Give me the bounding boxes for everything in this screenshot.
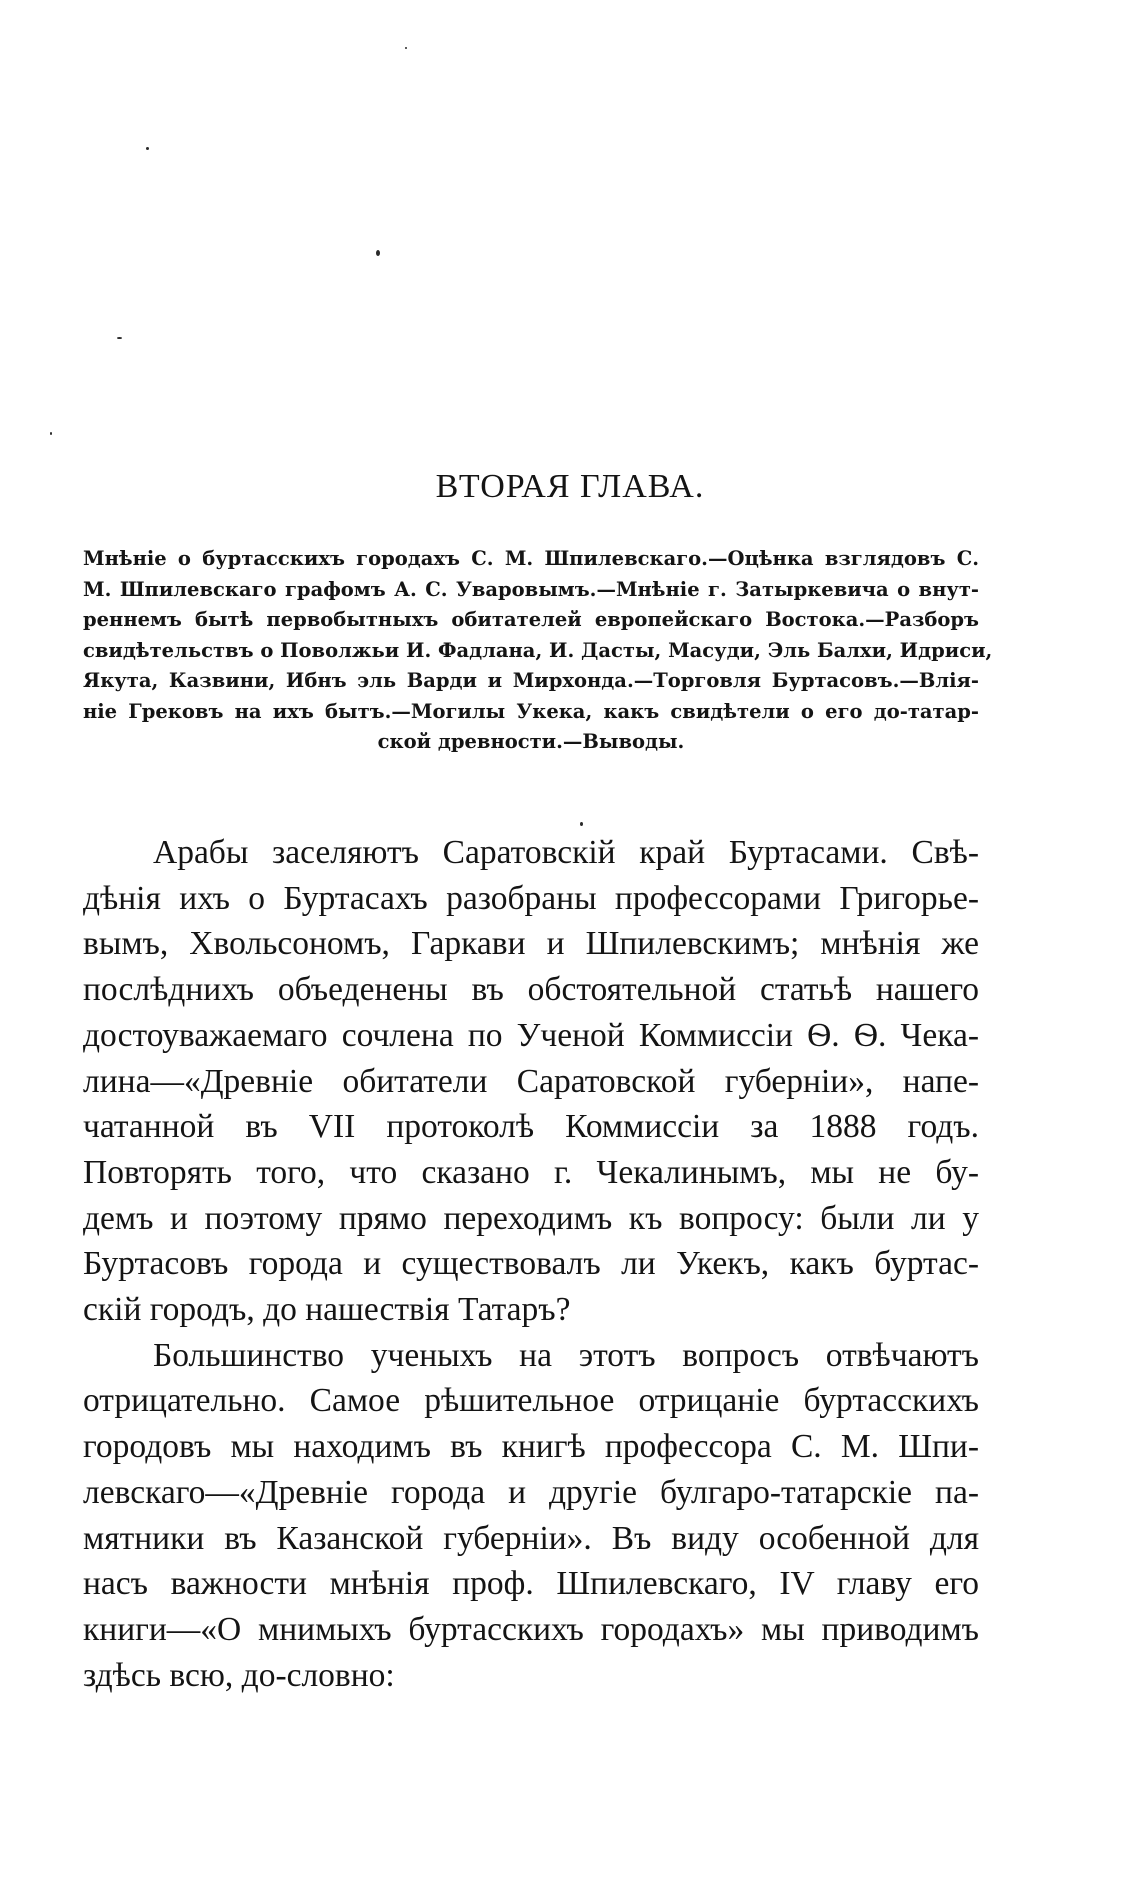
scan-speck: [50, 432, 52, 435]
text-line: демъ и поэтому прямо переходимъ къ вопросу: были ли у: [83, 1199, 979, 1237]
summary-line: ніе Грековъ на ихъ бытъ.—Могилы Укека, какъ свидѣтели о его до-татар-: [83, 699, 979, 723]
summary-line: свидѣтельствъ о Поволжьи И. Фадлана, И. Дасты, Масуди, Эль Балхи, Идриси,: [83, 638, 993, 662]
scan-speck: [146, 147, 149, 150]
text-line: достоуважаемаго сочлена по Ученой Коммиссіи Ѳ. Ѳ. Чека-: [83, 1016, 979, 1054]
summary-line: реннемъ бытѣ первобытныхъ обитателей европейскаго Востока.—Разборъ: [83, 608, 979, 631]
text-line: здѣсь всю, до-словно:: [83, 1656, 395, 1694]
text-line: Арабы заселяютъ Саратовскій край Буртасами. Свѣ-: [153, 834, 979, 871]
summary-line: ской древности.—Выводы.: [377, 730, 685, 753]
scan-speck: [376, 250, 380, 256]
text-line: Буртасовъ города и существовалъ ли Укекъ, какъ буртас-: [83, 1245, 979, 1283]
text-line: отрицательно. Самое рѣшительное отрицаніе буртасскихъ: [83, 1382, 979, 1420]
text-line: насъ важности мнѣнія проф. Шпилевскаго, IV главу его: [83, 1565, 979, 1603]
summary-line: М. Шпилевскаго графомъ А. С. Уваровымъ.—Мнѣніе г. Затыркевича о внут-: [83, 577, 979, 601]
text-line: вымъ, Хвольсономъ, Гаркави и Шпилевскимъ; мнѣнія же: [83, 925, 979, 963]
scan-speck: [580, 822, 583, 826]
body-text: [83, 830, 979, 1698]
chapter-title: ВТОРАЯ ГЛАВА.: [435, 468, 705, 505]
text-line: послѣднихъ объеденены въ обстоятельной статьѣ нашего: [83, 971, 979, 1009]
text-line: книги—«О мнимыхъ буртасскихъ городахъ» мы приводимъ: [83, 1610, 979, 1648]
text-line: мятники въ Казанской губерніи». Въ виду особенной для: [83, 1519, 979, 1557]
text-line: городовъ мы находимъ въ книгѣ профессора С. М. Шпи-: [83, 1428, 979, 1466]
summary-line: Якута, Казвини, Ибнъ эль Варди и Мирхонда.—Торговля Буртасовъ.—Влія-: [83, 669, 979, 692]
chapter-summary: [83, 544, 993, 758]
summary-line: Мнѣніе о буртасскихъ городахъ С. М. Шпилевскаго.—Оцѣнка взглядовъ С.: [83, 547, 979, 570]
text-line: чатанной въ VII протоколѣ Коммиссіи за 1888 годъ.: [83, 1108, 979, 1146]
text-line: левскаго—«Древніе города и другіе булгаро-татарскіе па-: [83, 1473, 979, 1511]
text-line: скій городъ, до нашествія Татаръ?: [83, 1291, 571, 1329]
text-line: дѣнія ихъ о Буртасахъ разобраны профессорами Григорье-: [83, 879, 979, 917]
scan-speck: [117, 337, 122, 339]
paragraph-1: [83, 830, 979, 1333]
paragraph-2: [83, 1333, 979, 1699]
scan-speck: [405, 47, 407, 49]
text-line: лина—«Древніе обитатели Саратовской губерніи», напе-: [83, 1062, 979, 1100]
text-line: Большинство ученыхъ на этотъ вопросъ отвѣчаютъ: [153, 1336, 979, 1374]
text-line: Повторять того, что сказано г. Чекалинымъ, мы не бу-: [83, 1153, 979, 1191]
